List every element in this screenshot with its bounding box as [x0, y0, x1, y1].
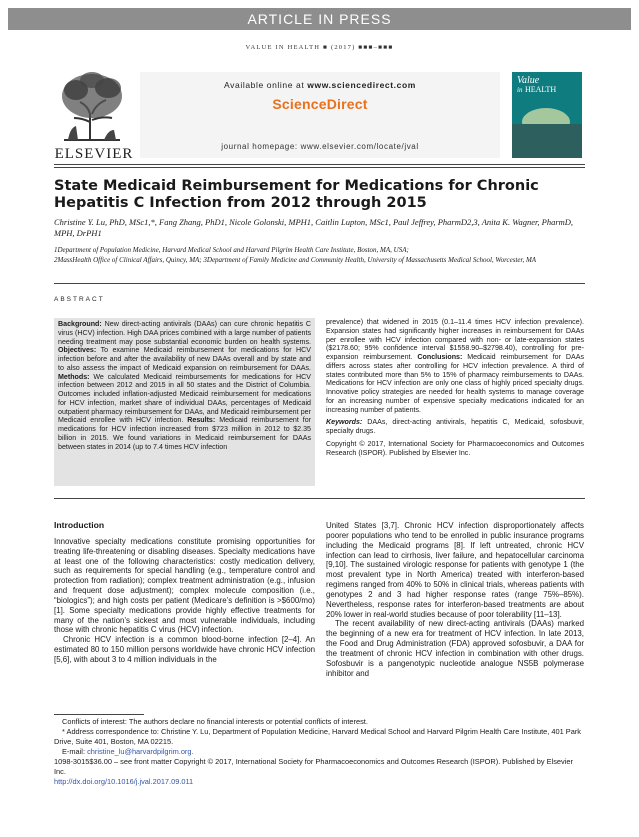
- cover-title-value: Value: [517, 75, 540, 86]
- footnotes: [54, 717, 585, 787]
- affiliations: [54, 246, 585, 265]
- cover-title-in: in: [517, 86, 523, 94]
- journal-running-head: VALUE IN HEALTH ■ (2017) ■■■–■■■: [245, 44, 394, 51]
- header-rule: [54, 164, 585, 165]
- affiliation-2: 2MassHealth Office of Clinical Affairs, Quincy, MA; 3Department of Family Medicine and Community Health, University of Massachusetts Medical School, Worcester, MA: [54, 255, 537, 264]
- doi-link[interactable]: http://dx.doi.org/10.1016/j.jval.2017.09.011: [54, 777, 194, 786]
- article-title: State Medicaid Reimbursement for Medications for Chronic Hepatitis C Infection from 2012 through 2015: [54, 178, 539, 211]
- sciencedirect-logo: ScienceDirect: [272, 96, 368, 112]
- introduction-heading: Introduction: [54, 520, 105, 530]
- header-rule-thin: [54, 167, 585, 168]
- abstract-methods-text: We calculated Medicaid reimbursements for medications for HCV infection between 2012 and 2015 in all 50 states and the District of Columbia. Outcomes included inflation-adjusted Medicaid reimbursement for medications for HCV infection, market share of individual DAAs, percentages of Medicaid outpatient pharmacy reimbursement for DAAs, and Medicaid reimbursement per Medicaid enrollee with HCV infection.: [58, 372, 311, 425]
- abstract-copyright: Copyright © 2017, International Society for Pharmacoeconomics and Outcomes Research (ISPOR). Published by Elsevier Inc.: [326, 439, 584, 457]
- conflicts-footnote: Conflicts of interest: The authors declare no financial interests or potential conflicts of interest.: [62, 717, 368, 726]
- journal-header-box: [140, 72, 500, 158]
- abstract-right-column: [326, 318, 584, 461]
- abstract-background-text: New direct-acting antivirals (DAAs) can cure chronic hepatitis C virus (HCV) infection. High DAA prices combined with a large number of patients needing treatment may pose substantial economic burden on health systems.: [58, 320, 311, 346]
- journal-cover-image: [512, 72, 582, 158]
- cover-band: [512, 124, 582, 158]
- abstract-top-rule: [54, 283, 585, 284]
- available-online-line: [140, 80, 500, 90]
- journal-homepage-line: [140, 142, 500, 151]
- email-label: E-mail:: [62, 747, 85, 756]
- article-in-press-banner: ARTICLE IN PRESS: [8, 8, 631, 30]
- elsevier-wordmark: ELSEVIER: [54, 146, 134, 162]
- correspondence-footnote: * Address correspondence to: Christine Y. Lu, Department of Population Medicine, Harvard Medical School and Harvard Pilgrim Health Care Institute, 401 Park Drive, Suite 401, Boston, MA 02215.: [54, 727, 581, 746]
- abstract-results-text: Medicaid reimbursement for medications for HCV infection increased from $723 million in 2012 to $2.35 billion in 2015. We found variations in Medicaid reimbursement for DAAs between states in 2014 (up to 7.4 times HCV infection: [58, 416, 312, 451]
- body-right-column: [326, 521, 584, 679]
- abstract-results-continued-text: prevalence) that widened in 2015 (0.1–11.4 times HCV infection prevalence). Expansion states had significantly higher increases in reimbursement for DAAs per enrollee with HCV infection compared with non- or late-expansion states ($2178.60; 95% confidence interval $1558.90–$2798.40), controlling for pre-expansion reimbursement.: [326, 318, 584, 361]
- abstract-objectives-label: Objectives:: [58, 346, 97, 355]
- intro-paragraph-4: The recent availability of new direct-acting antivirals (DAAs) marked the beginning of a new era for treatment of HCV infection. In late 2013, the Food and Drug Administration (FDA) approved sofosbuvir, a DAA for the treatment of chronic HCV infection in combination with other drugs. Sofosbuvir is a pangenotypic nucleotide analogue NS5B polymerase inhibitor and: [326, 619, 584, 678]
- abstract-methods-label: Methods:: [58, 372, 90, 381]
- keywords-text: DAAs, direct-acting antivirals, hepatitis C, Medicaid, sofosbuvir, specialty drugs.: [326, 418, 584, 435]
- available-prefix: Available online at: [224, 80, 305, 90]
- footnote-rule: [54, 714, 144, 715]
- keywords: [326, 418, 584, 436]
- abstract-results-label: Results:: [187, 416, 216, 425]
- abstract-left-column: [54, 318, 315, 486]
- affiliation-1: 1Department of Population Medicine, Harvard Medical School and Harvard Pilgrim Health Care Institute, Boston, MA, USA;: [54, 246, 409, 254]
- abstract-conclusions-text: Medicaid reimbursement for DAAs differs across states after controlling for HCV infection prevalence. A third of states contributed more than 5% to 15% of pharmacy reimbursements to DAAs. Medications for HCV infection are only one class of highly priced specialty drugs. Innovative policy strategies are needed for health systems to manage coverage for an increasing number of expensive specialty medications indicated for an increasing number of patients.: [326, 353, 584, 414]
- abstract-results-continued: [326, 318, 584, 414]
- email-link[interactable]: christine_lu@harvardpilgrim.org.: [87, 747, 194, 756]
- abstract-objectives-text: To examine Medicaid reimbursement for medications for HCV infection before and after the availability of new DAAs overall and by state and to also assess the impact of Medicaid expansion on reimbursement for DAAs.: [58, 346, 311, 372]
- body-left-column: [54, 521, 315, 665]
- abstract-conclusions-label: Conclusions:: [417, 353, 463, 361]
- homepage-prefix: journal homepage:: [221, 142, 298, 151]
- email-line: [54, 747, 585, 757]
- intro-paragraph-1: Innovative specialty medications constitute promising opportunities for treating life-threatening or disabling diseases. Specialty medications have at least one of the following characteristics: costly medication delivery, such as requirements for special handling (e.g., temperature control and protection from radiation); complex treatment administration (e.g., infusion and frequent dose adjustment); complex molecule composition (i.e., “biologics”); and high costs per patient (Medicare’s definition is >$600/mo) [1]. Some specialty medications provide highly effective treatments for many of the nation’s sickest and most vulnerable individuals, including those with chronic hepatitis C virus (HCV) infection.: [54, 536, 315, 635]
- cover-title: [517, 76, 556, 95]
- abstract-background-label: Background:: [58, 320, 102, 328]
- abstract-bottom-rule: [54, 498, 585, 499]
- author-list: Christine Y. Lu, PhD, MSc1,*, Fang Zhang, PhD1, Nicole Golonski, MPH1, Caitlin Lupton, MSc1, Paul Jeffrey, PharmD2,3, Anita K. Wagner, PharmD, MPH, DrPH1: [54, 217, 574, 238]
- journal-homepage-link[interactable]: www.elsevier.com/locate/jval: [300, 142, 419, 151]
- intro-paragraph-2: Chronic HCV infection is a common blood-borne infection [2–4]. An estimated 80 to 150 million persons worldwide have chronic HCV infection [5,6], with about 3 to 4 million individuals in the: [54, 635, 315, 664]
- issn-copyright-line: 1098-3015$36.00 – see front matter Copyright © 2017, International Society for Pharmacoeconomics and Outcomes Research (ISPOR). Published by Elsevier Inc.: [54, 757, 573, 776]
- sciencedirect-url-link[interactable]: www.sciencedirect.com: [307, 80, 416, 90]
- keywords-label: Keywords:: [326, 418, 363, 427]
- cover-title-health: HEALTH: [524, 85, 557, 94]
- abstract-heading: ABSTRACT: [54, 296, 105, 303]
- intro-paragraph-3: United States [3,7]. Chronic HCV infection disproportionately affects poorer populations who tend to be enrolled in public insurance programs including the Medicaid programs [8]. If left untreated, chronic HCV infection can lead to cirrhosis, liver failure, and hepatocellular carcinoma [9,10]. The sustained virologic response for patients with genotype 1 (the most prevalent type in North America) treated with interferon-based regimens ranged from 40% to 50% in clinical trials, whereas patients with genotypes 2 and 3 had higher response rates (range 75%–85%). Nevertheless, response rates for interferon-based treatments are about 20% lower in real-world studies because of poor tolerability [11–13].: [326, 521, 584, 619]
